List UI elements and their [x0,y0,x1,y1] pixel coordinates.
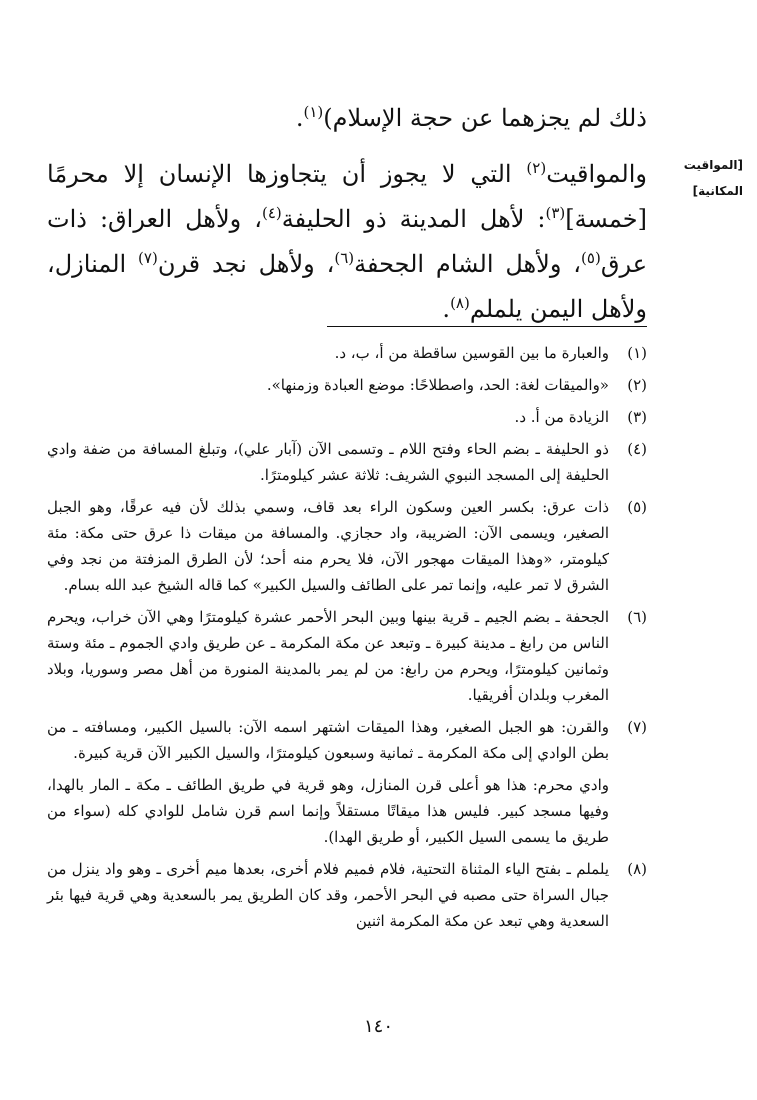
footnote [47,494,647,598]
footnote-text: الزيادة من أ. د. [514,408,609,426]
footnote-text: والقرن: هو الجبل الصغير، وهذا الميقات اشتهر اسمه الآن: بالسيل الكبير، ومسافته ـ من بطن الوادي إلى مكة المكرمة ـ ثمانية وسبعون كيلومترًا، والسيل الكبير الآن قرية كبيرة. [47,718,609,762]
footnote-number: (٣) [627,408,647,426]
footnote-ref[interactable]: (١) [303,103,324,121]
footnote-text: ذو الحليفة ـ بضم الحاء وفتح اللام ـ وتسمى الآن (آبار علي)، وتبلغ المسافة من ضفة وادي الحليفة إلى المسجد النبوي الشريف: ثلاثة عشر كيلومترًا. [47,440,609,484]
footnote-separator [327,326,647,327]
footnote-ref[interactable]: (٥) [581,249,601,267]
footnote-text: «والميقات لغة: الحد، واصطلاحًا: موضع العبادة وزمنها». [266,376,609,394]
footnote [47,404,647,430]
main-text-segment: ذلك لم يجزهما عن حجة الإسلام) [323,104,647,132]
footnote-text: الجحفة ـ بضم الجيم ـ قرية بينها وبين البحر الأحمر عشرة كيلومترًا وهي الآن خراب، ويحرم الناس من رابغ ـ مدينة كبيرة ـ وتبعد عن مكة المكرمة ـ عن طريق وادي الجموم ـ مئة وستة وثمانين كيلومترًا، ويحرم من رابغ: من لم يمر بالمدينة المنورة من أهل مصر وسوريا، وبلاد المغرب وبلدان أفريقيا. [47,608,609,704]
footnote-number: (٤) [627,440,647,458]
page-number: ١٤٠ [363,1016,393,1037]
main-text-segment: والمواقيت [546,160,647,188]
footnote-number: (٢) [627,376,647,394]
footnote-text: ذات عرق: بكسر العين وسكون الراء بعد قاف، وسمي بذلك لأن فيه عرقًا، وهو الجبل الصغير، ويسمى الآن: الضريبة، واد حجازي. والمسافة من ميقات ذا عرق حتى مكة: مئة كيلومتر، «وهذا الميقات مهجور الآن، فلا يحرم منه أحد؛ لأن الطرق المزفتة من نجد وفي الشرق لا تمر عليه، وإنما تمر على الطائف والسيل الكبير» كما قاله الشيخ عبد الله بسام. [47,498,609,594]
margin-heading [651,152,743,204]
footnote-number: (٥) [627,498,647,516]
footnote-text: والعبارة ما بين القوسين ساقطة من أ، ب، د. [334,344,609,362]
footnote [47,714,647,766]
footnote-ref[interactable]: (٢) [526,159,547,177]
margin-heading-line-1: [المواقيت [683,158,743,172]
footnote-ref[interactable]: (٨) [450,294,470,312]
footnote-text: يلملم ـ بفتح الياء المثناة التحتية، فلام فميم فلام أخرى، بعدها ميم أخرى ـ وهو واد ينزل من جبال السراة حتى مصبه في البحر الأحمر، وقد كان الطريق يمر بالسعدية وهي قرية فيها بئر السعدية وهي تبعد عن مكة المكرمة اثنين [47,860,609,930]
main-text-segment: : لأهل المدينة ذو الحليفة [281,205,546,233]
main-text-segment: ، ولأهل العراق: ذات عرق [47,205,648,278]
footnote-ref[interactable]: (٦) [334,249,355,267]
main-text-segment: ، ولأهل الشام الجحفة [354,250,582,278]
footnote-number: (٨) [627,860,647,878]
main-text-segment: المنازل، ولأهل اليمن يلملم [47,250,647,323]
footnote-continuation: وادي محرم: هذا هو أعلى قرن المنازل، وهو قرية في طريق الطائف ـ مكة ـ المار بالهدا، وفيها مسجد كبير. فليس هذا ميقاتًا مستقلاً وإنما اسم قرن شامل للوادي كله (سواء من طريق ما يسمى السيل الكبير، أو طريق الهدا). [47,776,609,846]
margin-heading-line-2: المكانية] [692,184,743,198]
footnote [47,436,647,488]
footnote [47,856,647,934]
footnote-ref[interactable]: (٧) [138,249,158,267]
footnote-ref[interactable]: (٤) [261,204,282,222]
main-text-segment: التي لا يجوز أن يتجاوزها الإنسان إلا محرمًا [خمسة] [47,160,647,233]
footnote-number: (٧) [627,718,647,736]
footnote-ref[interactable]: (٣) [545,204,566,222]
main-text-segment: ، ولأهل نجد قرن [157,250,335,278]
footnote [47,604,647,708]
footnote [47,340,647,366]
main-text-segment: . [295,104,304,132]
main-text-first-line [47,96,647,141]
footnote [47,372,647,398]
footnote-number: (٦) [627,608,647,626]
main-text-paragraph [47,152,647,332]
footnotes [47,340,647,940]
main-text-segment: . [442,295,451,323]
footnote-number: (١) [627,344,647,362]
